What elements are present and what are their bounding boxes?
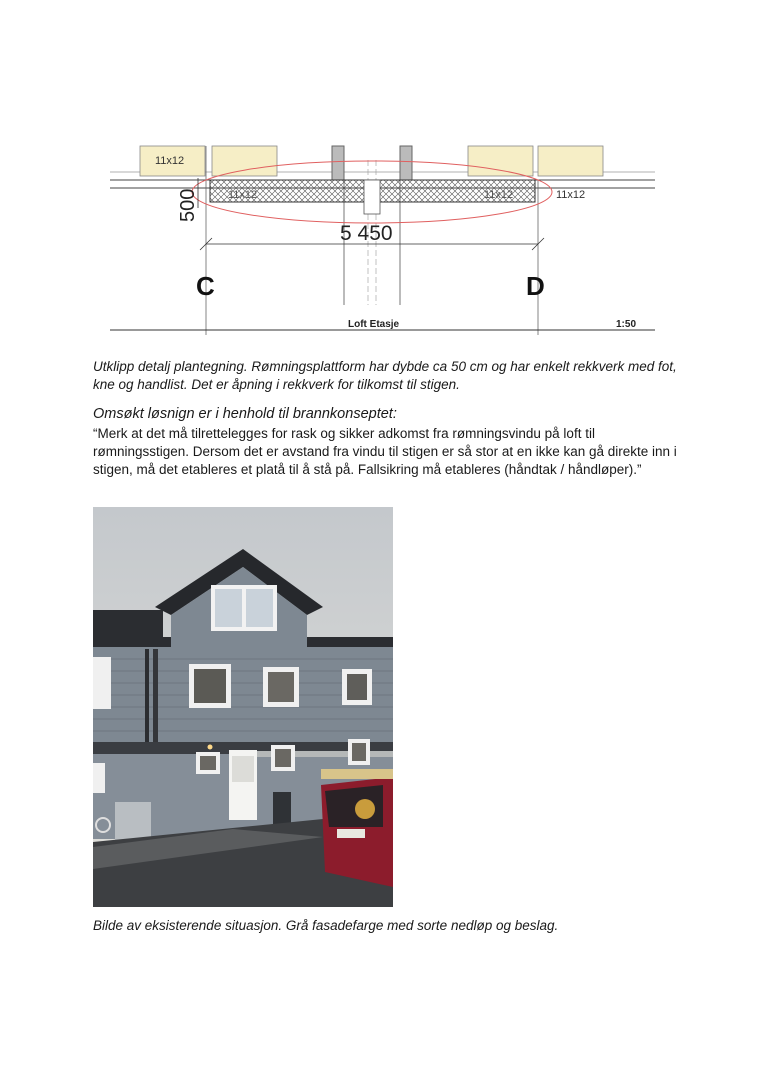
dim-label: 11x12	[556, 189, 586, 201]
dim-label: 11x12	[155, 155, 185, 167]
ladder-opening	[364, 180, 380, 214]
column-right	[400, 146, 412, 180]
floor-plan-svg	[110, 140, 655, 340]
plan-caption: Utklipp detalj plantegning. Rømningsplattform har dybde ca 50 cm og har enkelt rekkverk med fot, kne og handlist. Det er åpning i rekkverk for tilkomst til stigen.	[93, 359, 677, 392]
house-photo-svg	[93, 507, 393, 907]
drawing-scale: 1:50	[616, 319, 637, 330]
axis-label-c: C	[196, 271, 215, 301]
floor-name: Loft Etasje	[348, 319, 400, 330]
width-label: 5 450	[340, 222, 393, 245]
depth-label: 500	[177, 188, 199, 222]
floor-plan-excerpt	[110, 140, 655, 340]
dim-label: 11x12	[484, 189, 514, 201]
photo-caption: Bilde av eksisterende situasjon. Grå fasadefarge med sorte nedløp og beslag.	[93, 918, 559, 933]
dim-label: 11x12	[228, 189, 258, 201]
section-subheading: Omsøkt løsnign er i henhold til brannkonseptet:	[93, 406, 397, 422]
house-photo	[93, 507, 393, 907]
fire-concept-quote: “Merk at det må tilrettelegges for rask og sikker adkomst fra rømningsvindu på loft til rømningsstigen. Dersom det er avstand fra vindu til stigen er så stor at en ikke kan gå direkte inn i stigen, må det etableres et platå til å stå på. Fallsikring må etableres (håndtak / håndløper).”	[93, 426, 677, 477]
column-left	[332, 146, 344, 180]
axis-label-d: D	[526, 271, 545, 301]
window-right-a	[468, 146, 533, 176]
window-left-b	[212, 146, 277, 176]
window-right-b	[538, 146, 603, 176]
